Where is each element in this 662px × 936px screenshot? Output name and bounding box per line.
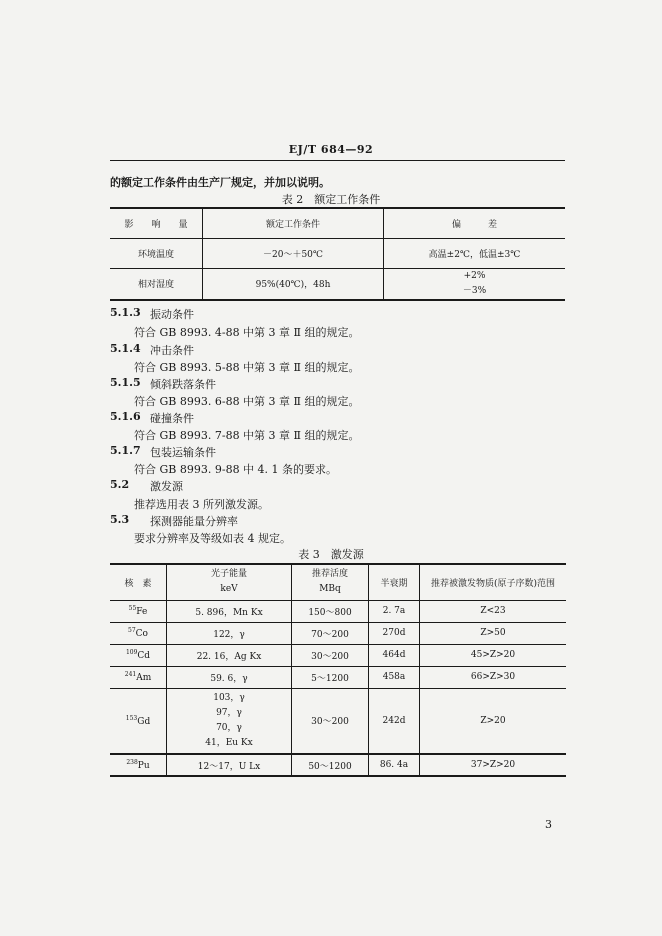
halflife-cell: 458a bbox=[369, 666, 420, 688]
element-symbol: Cd bbox=[137, 651, 151, 661]
energy-cell: 59. 6，γ bbox=[167, 666, 292, 688]
mass-number: 241 bbox=[124, 671, 137, 678]
section-title: 包装运输条件 bbox=[150, 446, 216, 459]
table2-cell-factor: 环境温度 bbox=[110, 238, 203, 268]
activity-cell: 70～200 bbox=[292, 622, 369, 644]
halflife-cell: 270d bbox=[369, 622, 420, 644]
table-row bbox=[110, 754, 566, 776]
mass-number: 57 bbox=[128, 627, 136, 634]
range-cell: 45>Z>20 bbox=[420, 644, 567, 666]
table-row bbox=[110, 600, 566, 622]
activity-cell: 150～800 bbox=[292, 600, 369, 622]
table2-header-deviation: 偏 差 bbox=[384, 208, 566, 238]
nuclide-cell bbox=[110, 666, 167, 688]
section-title: 探测器能量分辨率 bbox=[150, 515, 238, 528]
section-number: 5.3 bbox=[110, 513, 130, 526]
table3-caption: 表 3 激发源 bbox=[298, 548, 364, 561]
table2-cell-factor: 相对湿度 bbox=[110, 268, 203, 300]
table-row bbox=[110, 644, 566, 666]
section-title: 冲击条件 bbox=[150, 344, 194, 357]
table2-row bbox=[110, 238, 565, 268]
table3-header-nuclide: 核 素 bbox=[110, 564, 167, 600]
deviation-line: －3% bbox=[462, 285, 487, 296]
range-cell: Z>20 bbox=[420, 688, 567, 754]
table2 bbox=[110, 207, 565, 301]
table2-cell-deviation: 高温±2℃，低温±3℃ bbox=[384, 238, 566, 268]
table3-header-activity bbox=[292, 564, 369, 600]
mass-number: 109 bbox=[125, 649, 138, 656]
table2-cell-condition: 95%(40℃)，48h bbox=[203, 268, 384, 300]
section-number: 5.1.6 bbox=[110, 410, 141, 423]
halflife-cell: 464d bbox=[369, 644, 420, 666]
range-cell: Z<23 bbox=[420, 600, 567, 622]
activity-cell: 5～1200 bbox=[292, 666, 369, 688]
table2-cell-deviation bbox=[384, 268, 566, 300]
energy-line: 103，γ bbox=[213, 692, 245, 703]
table-row bbox=[110, 622, 566, 644]
nuclide-cell bbox=[110, 622, 167, 644]
element-symbol: Fe bbox=[136, 607, 148, 617]
nuclide-cell bbox=[110, 688, 167, 754]
section-body: 符合 GB 8993. 5-88 中第 3 章 Ⅱ 组的规定。 bbox=[134, 361, 360, 374]
energy-cell: 5. 896，Mn Kx bbox=[167, 600, 292, 622]
section-body: 符合 GB 8993. 4-88 中第 3 章 Ⅱ 组的规定。 bbox=[134, 326, 360, 339]
range-cell: 37>Z>20 bbox=[420, 754, 567, 776]
header-rule bbox=[110, 160, 565, 161]
range-cell: Z>50 bbox=[420, 622, 567, 644]
table-row bbox=[110, 666, 566, 688]
mass-number: 153 bbox=[125, 714, 138, 722]
header-line: MBq bbox=[319, 584, 341, 595]
section-title: 倾斜跌落条件 bbox=[150, 378, 216, 391]
section-title: 振动条件 bbox=[150, 308, 194, 321]
element-symbol: Co bbox=[135, 629, 148, 639]
table3-header-range: 推荐被激发物质(原子序数)范围 bbox=[420, 564, 567, 600]
section-number: 5.2 bbox=[110, 478, 130, 491]
table2-caption: 表 2 额定工作条件 bbox=[281, 193, 381, 206]
energy-line: 41，Eu Kx bbox=[205, 737, 253, 748]
activity-cell: 30～200 bbox=[292, 688, 369, 754]
section-number: 5.1.7 bbox=[110, 444, 141, 457]
page-number: 3 bbox=[545, 818, 552, 831]
mass-number: 238 bbox=[126, 759, 138, 766]
element-symbol: Pu bbox=[137, 761, 150, 771]
section-number: 5.1.5 bbox=[110, 376, 141, 389]
activity-cell: 50～1200 bbox=[292, 754, 369, 776]
header-line: 推荐活度 bbox=[311, 569, 348, 580]
section-body: 符合 GB 8993. 7-88 中第 3 章 Ⅱ 组的规定。 bbox=[134, 429, 360, 442]
section-title: 碰撞条件 bbox=[150, 412, 194, 425]
table3 bbox=[110, 563, 566, 777]
energy-cell: 122，γ bbox=[167, 622, 292, 644]
header-line: keV bbox=[220, 584, 238, 595]
deviation-line: +2% bbox=[463, 270, 486, 281]
document-header-code: EJ/T 684—92 bbox=[288, 143, 374, 156]
energy-cell: 22. 16，Ag Kx bbox=[167, 644, 292, 666]
nuclide-cell bbox=[110, 644, 167, 666]
table3-header-halflife: 半衰期 bbox=[369, 564, 420, 600]
section-number: 5.1.4 bbox=[110, 342, 141, 355]
element-symbol: Gd bbox=[137, 716, 151, 727]
table-row bbox=[110, 688, 566, 754]
halflife-cell: 2. 7a bbox=[369, 600, 420, 622]
halflife-cell: 242d bbox=[369, 688, 420, 754]
section-number: 5.1.3 bbox=[110, 306, 141, 319]
element-symbol: Am bbox=[136, 673, 152, 683]
section-body: 符合 GB 8993. 9-88 中 4. 1 条的要求。 bbox=[134, 463, 338, 476]
energy-line: 97，γ bbox=[216, 707, 242, 718]
table2-header-factor: 影 响 量 bbox=[110, 208, 203, 238]
nuclide-cell bbox=[110, 754, 167, 776]
table3-header-energy bbox=[167, 564, 292, 600]
table2-header-condition: 额定工作条件 bbox=[203, 208, 384, 238]
section-title: 激发源 bbox=[150, 480, 183, 493]
section-body: 要求分辨率及等级如表 4 规定。 bbox=[134, 532, 291, 545]
range-cell: 66>Z>30 bbox=[420, 666, 567, 688]
energy-line: 70，γ bbox=[216, 722, 242, 733]
table2-cell-condition: －20～＋50℃ bbox=[203, 238, 384, 268]
header-line: 光子能量 bbox=[210, 569, 247, 580]
energy-cell: 12～17，U Lx bbox=[167, 754, 292, 776]
mass-number: 55 bbox=[128, 605, 137, 612]
halflife-cell: 86. 4a bbox=[369, 754, 420, 776]
energy-cell bbox=[167, 688, 292, 754]
activity-cell: 30～200 bbox=[292, 644, 369, 666]
section-body: 符合 GB 8993. 6-88 中第 3 章 Ⅱ 组的规定。 bbox=[134, 395, 360, 408]
intro-text: 的额定工作条件由生产厂规定，并加以说明。 bbox=[110, 176, 330, 189]
nuclide-cell bbox=[110, 600, 167, 622]
section-body: 推荐选用表 3 所列激发源。 bbox=[134, 498, 269, 511]
table2-row bbox=[110, 268, 565, 300]
